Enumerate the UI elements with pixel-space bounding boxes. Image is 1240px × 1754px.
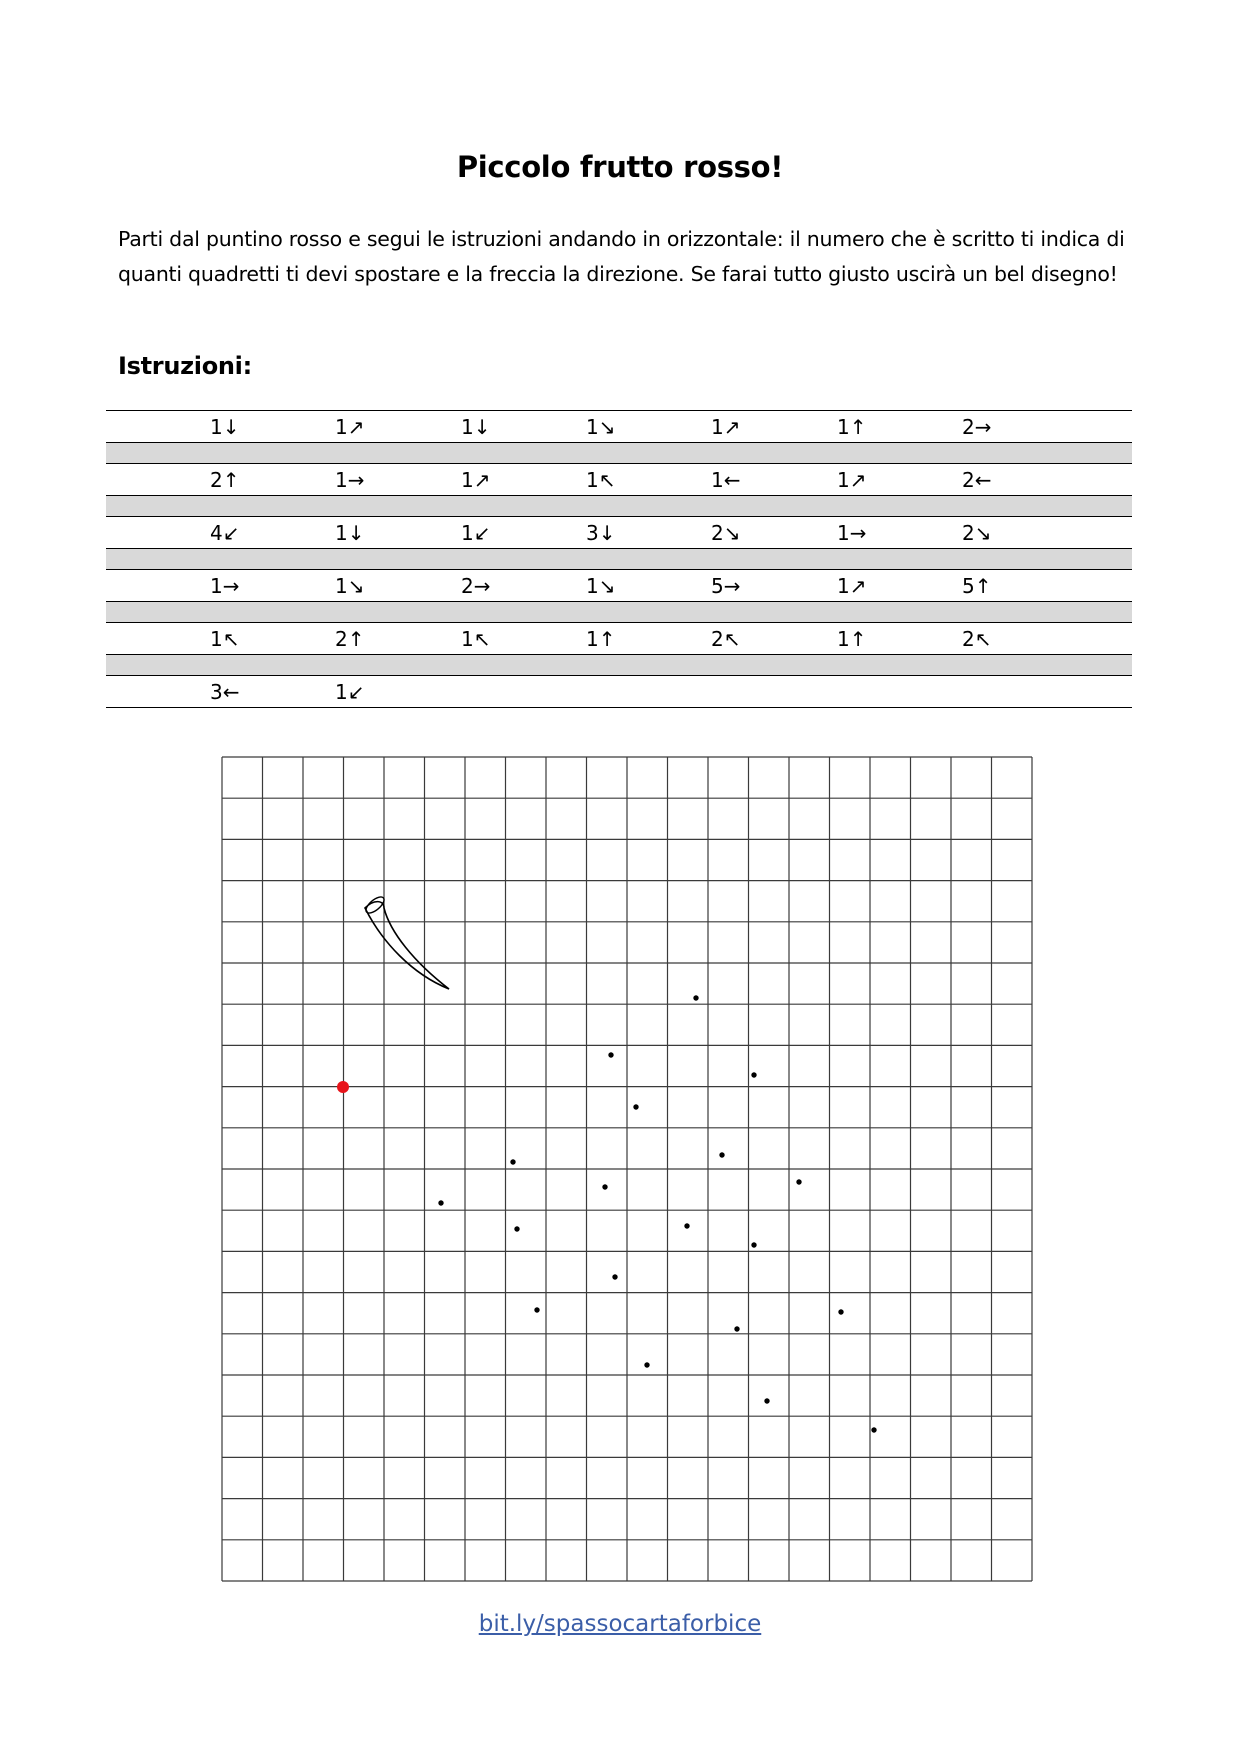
- instruction-step: 2↑: [335, 627, 365, 651]
- instruction-step: 1→: [210, 574, 240, 598]
- instruction-step: 2↖: [962, 627, 992, 651]
- instruction-step: 1→: [335, 468, 365, 492]
- seed-dot: [693, 995, 698, 1000]
- seed-dot: [838, 1309, 843, 1314]
- instruction-row: [106, 570, 1132, 602]
- row-separator: [106, 443, 1132, 464]
- stem-drawing: [365, 902, 449, 989]
- row-separator: [106, 496, 1132, 517]
- instruction-step: 2←: [962, 468, 992, 492]
- instruction-step: 3←: [210, 680, 240, 704]
- instruction-step: 1↗: [461, 468, 491, 492]
- footer-link[interactable]: bit.ly/spassocartaforbice: [478, 1611, 762, 1637]
- seed-dot: [602, 1184, 607, 1189]
- instruction-step: 1↗: [711, 415, 741, 439]
- instruction-step: 1↗: [837, 468, 867, 492]
- instruction-step: 2↑: [210, 468, 240, 492]
- drawing-grid: [222, 757, 1032, 1581]
- instruction-step: 1↙: [335, 680, 365, 704]
- instruction-step: 1↓: [335, 521, 365, 545]
- seed-dot: [684, 1223, 689, 1228]
- instruction-row: [106, 411, 1132, 443]
- instruction-step: 1↘: [335, 574, 365, 598]
- seed-dot: [644, 1362, 649, 1367]
- grid-canvas: [222, 757, 1032, 1581]
- seed-dot: [534, 1307, 539, 1312]
- instruction-step: 1↑: [586, 627, 616, 651]
- seed-dot: [514, 1226, 519, 1231]
- instruction-step: 5↑: [962, 574, 992, 598]
- seed-dot: [510, 1159, 515, 1164]
- instruction-row: [106, 517, 1132, 549]
- instruction-step: 2→: [962, 415, 992, 439]
- instruction-step: 1→: [837, 521, 867, 545]
- instruction-step: 1←: [711, 468, 741, 492]
- instruction-step: 1↘: [586, 415, 616, 439]
- instruction-step: 1↑: [837, 627, 867, 651]
- instruction-row: [106, 676, 1132, 708]
- seed-dot: [764, 1398, 769, 1403]
- row-separator: [106, 549, 1132, 570]
- instruction-step: 1↙: [461, 521, 491, 545]
- seed-dot: [751, 1242, 756, 1247]
- seed-dot: [719, 1152, 724, 1157]
- row-separator: [106, 602, 1132, 623]
- seed-dot: [734, 1326, 739, 1331]
- seed-dot: [438, 1200, 443, 1205]
- instruction-step: 1↖: [461, 627, 491, 651]
- start-dot: [337, 1081, 349, 1093]
- instruction-step: 5→: [711, 574, 741, 598]
- instruction-step: 4↙: [210, 521, 240, 545]
- instruction-step: 1↖: [586, 468, 616, 492]
- instruction-step: 2→: [461, 574, 491, 598]
- instructions-heading: Istruzioni:: [118, 352, 252, 380]
- instruction-step: 1↘: [586, 574, 616, 598]
- seed-dot: [633, 1104, 638, 1109]
- seed-dot: [871, 1427, 876, 1432]
- instruction-row: [106, 623, 1132, 655]
- instructions-table: [106, 410, 1132, 708]
- instruction-step: 1↖: [210, 627, 240, 651]
- instruction-step: 2↖: [711, 627, 741, 651]
- instruction-step: 1↗: [837, 574, 867, 598]
- row-separator: [106, 655, 1132, 676]
- page-title: Piccolo frutto rosso!: [456, 150, 784, 184]
- seed-dot: [612, 1274, 617, 1279]
- instruction-step: 2↘: [962, 521, 992, 545]
- seed-dot: [608, 1052, 613, 1057]
- seed-dot: [751, 1072, 756, 1077]
- instruction-step: 1↗: [335, 415, 365, 439]
- instruction-row: [106, 464, 1132, 496]
- seed-dot: [796, 1179, 801, 1184]
- instruction-step: 1↓: [461, 415, 491, 439]
- instruction-step: 1↑: [837, 415, 867, 439]
- instruction-step: 1↓: [210, 415, 240, 439]
- instruction-step: 2↘: [711, 521, 741, 545]
- instruction-step: 3↓: [586, 521, 616, 545]
- intro-paragraph: Parti dal puntino rosso e segui le istruzioni andando in orizzontale: il numero che è scritto ti indica di quanti quadretti ti devi spostare e la freccia la direzione. Se farai tutto giusto uscirà un bel disegno!: [118, 227, 1125, 286]
